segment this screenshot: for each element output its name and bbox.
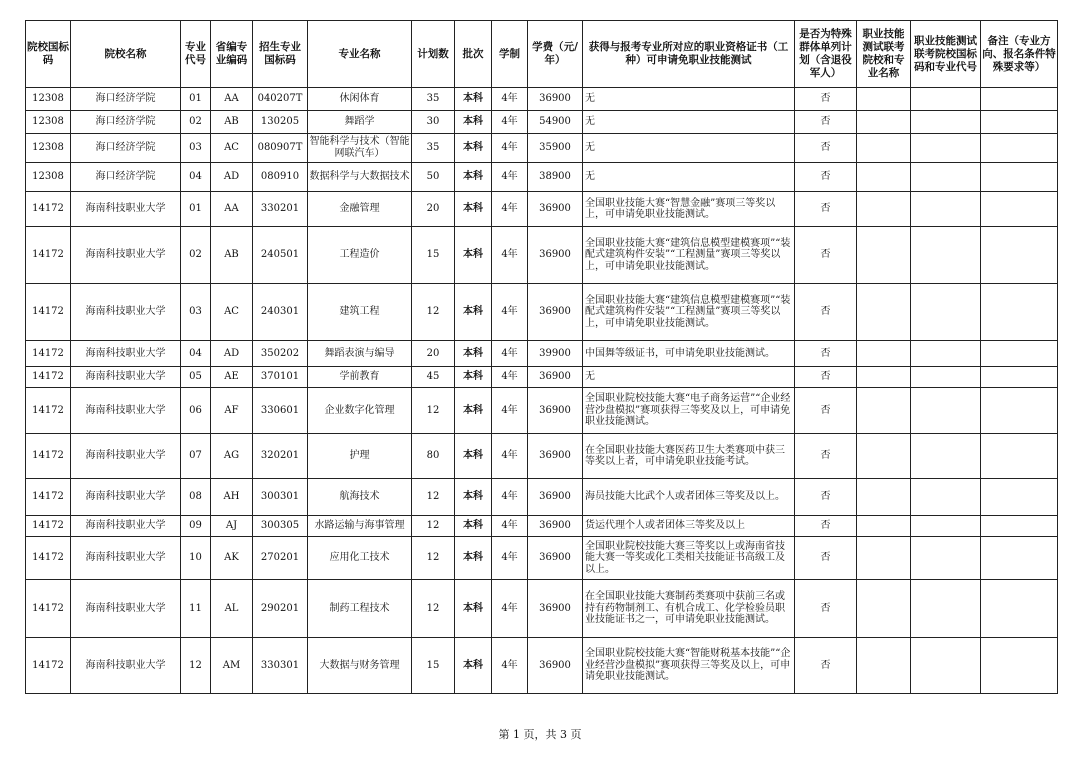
cell-school-name: 海南科技职业大学 <box>71 580 181 638</box>
cell-joint-school <box>857 341 911 367</box>
cell-major-code: 10 <box>181 537 211 580</box>
cell-duration: 4年 <box>492 638 528 694</box>
cell-remarks <box>981 284 1058 341</box>
table-header <box>26 21 1058 88</box>
cell-duration: 4年 <box>492 192 528 227</box>
cell-national-code: 290201 <box>253 580 308 638</box>
cell-certificate: 在全国职业技能大赛制药类赛项中获前三名或持有药物制剂工、有机合成工、化学检验员职业技能证书之一，可申请免职业技能测试。 <box>583 580 795 638</box>
cell-major-name: 舞蹈学 <box>308 111 412 134</box>
cell-tuition: 36900 <box>528 537 583 580</box>
cell-plan: 80 <box>412 434 455 479</box>
cell-school-name: 海口经济学院 <box>71 134 181 163</box>
header-duration: 学制 <box>492 21 528 88</box>
cell-major-code: 06 <box>181 388 211 434</box>
cell-school-code: 14172 <box>26 192 71 227</box>
cell-national-code: 080907T <box>253 134 308 163</box>
cell-school-name: 海南科技职业大学 <box>71 434 181 479</box>
cell-tuition: 38900 <box>528 163 583 192</box>
cell-school-name: 海口经济学院 <box>71 88 181 111</box>
cell-major-code: 02 <box>181 227 211 284</box>
cell-batch: 本科 <box>455 388 492 434</box>
cell-province-code: AG <box>211 434 253 479</box>
cell-special-group: 否 <box>795 192 857 227</box>
cell-province-code: AH <box>211 479 253 516</box>
cell-duration: 4年 <box>492 284 528 341</box>
cell-duration: 4年 <box>492 134 528 163</box>
cell-tuition: 36900 <box>528 227 583 284</box>
cell-school-code: 14172 <box>26 367 71 388</box>
cell-tuition: 36900 <box>528 88 583 111</box>
cell-duration: 4年 <box>492 227 528 284</box>
table-row <box>26 192 1058 227</box>
header-school-name: 院校名称 <box>71 21 181 88</box>
cell-national-code: 320201 <box>253 434 308 479</box>
header-tuition: 学费（元/年） <box>528 21 583 88</box>
cell-major-name: 金融管理 <box>308 192 412 227</box>
cell-major-name: 学前教育 <box>308 367 412 388</box>
cell-school-code: 14172 <box>26 388 71 434</box>
header-plan: 计划数 <box>412 21 455 88</box>
cell-national-code: 370101 <box>253 367 308 388</box>
cell-school-name: 海南科技职业大学 <box>71 388 181 434</box>
cell-certificate: 全国职业院校技能大赛“电子商务运营”“企业经营沙盘模拟”赛项获得三等奖及以上，可申请免职业技能测试。 <box>583 388 795 434</box>
table-row <box>26 638 1058 694</box>
cell-school-name: 海南科技职业大学 <box>71 227 181 284</box>
cell-certificate: 无 <box>583 367 795 388</box>
table-row <box>26 537 1058 580</box>
header-joint-code: 职业技能测试联考院校国标码和专业代号 <box>911 21 981 88</box>
cell-national-code: 270201 <box>253 537 308 580</box>
cell-plan: 12 <box>412 580 455 638</box>
cell-remarks <box>981 388 1058 434</box>
cell-province-code: AA <box>211 88 253 111</box>
header-batch: 批次 <box>455 21 492 88</box>
cell-plan: 12 <box>412 388 455 434</box>
cell-batch: 本科 <box>455 284 492 341</box>
cell-batch: 本科 <box>455 434 492 479</box>
cell-tuition: 36900 <box>528 388 583 434</box>
table-row <box>26 284 1058 341</box>
cell-special-group: 否 <box>795 163 857 192</box>
cell-batch: 本科 <box>455 134 492 163</box>
cell-joint-school <box>857 284 911 341</box>
cell-plan: 12 <box>412 284 455 341</box>
cell-joint-code <box>911 88 981 111</box>
cell-province-code: AM <box>211 638 253 694</box>
cell-special-group: 否 <box>795 638 857 694</box>
cell-province-code: AB <box>211 111 253 134</box>
cell-certificate: 无 <box>583 163 795 192</box>
cell-batch: 本科 <box>455 537 492 580</box>
header-major-name: 专业名称 <box>308 21 412 88</box>
header-special-group: 是否为特殊群体单列计划（含退役军人） <box>795 21 857 88</box>
cell-major-name: 建筑工程 <box>308 284 412 341</box>
cell-school-name: 海南科技职业大学 <box>71 192 181 227</box>
cell-plan: 35 <box>412 134 455 163</box>
cell-plan: 45 <box>412 367 455 388</box>
cell-batch: 本科 <box>455 367 492 388</box>
cell-plan: 20 <box>412 192 455 227</box>
cell-national-code: 330201 <box>253 192 308 227</box>
header-school-code: 院校国标码 <box>26 21 71 88</box>
cell-major-name: 大数据与财务管理 <box>308 638 412 694</box>
cell-joint-code <box>911 516 981 537</box>
cell-joint-school <box>857 227 911 284</box>
cell-plan: 50 <box>412 163 455 192</box>
cell-batch: 本科 <box>455 516 492 537</box>
cell-duration: 4年 <box>492 580 528 638</box>
cell-remarks <box>981 134 1058 163</box>
cell-province-code: AJ <box>211 516 253 537</box>
cell-plan: 15 <box>412 638 455 694</box>
cell-joint-code <box>911 367 981 388</box>
table-row <box>26 434 1058 479</box>
cell-joint-code <box>911 284 981 341</box>
cell-national-code: 350202 <box>253 341 308 367</box>
cell-remarks <box>981 479 1058 516</box>
cell-major-name: 舞蹈表演与编导 <box>308 341 412 367</box>
cell-province-code: AD <box>211 163 253 192</box>
cell-province-code: AD <box>211 341 253 367</box>
table-row <box>26 580 1058 638</box>
cell-province-code: AL <box>211 580 253 638</box>
cell-plan: 12 <box>412 516 455 537</box>
cell-plan: 20 <box>412 341 455 367</box>
cell-major-code: 02 <box>181 111 211 134</box>
cell-remarks <box>981 580 1058 638</box>
cell-joint-school <box>857 388 911 434</box>
cell-school-code: 14172 <box>26 638 71 694</box>
cell-remarks <box>981 516 1058 537</box>
cell-special-group: 否 <box>795 388 857 434</box>
cell-national-code: 330601 <box>253 388 308 434</box>
cell-school-name: 海南科技职业大学 <box>71 638 181 694</box>
cell-certificate: 海员技能大比武个人或者团体三等奖及以上。 <box>583 479 795 516</box>
cell-batch: 本科 <box>455 227 492 284</box>
cell-major-code: 03 <box>181 134 211 163</box>
cell-school-code: 12308 <box>26 88 71 111</box>
cell-certificate: 全国职业技能大赛“智慧金融”赛项三等奖以上，可申请免职业技能测试。 <box>583 192 795 227</box>
cell-remarks <box>981 537 1058 580</box>
cell-certificate: 全国职业技能大赛“建筑信息模型建模赛项”“装配式建筑构件安装”“工程测量”赛项三等奖以上，可申请免职业技能测试。 <box>583 284 795 341</box>
cell-province-code: AE <box>211 367 253 388</box>
cell-national-code: 240501 <box>253 227 308 284</box>
cell-school-code: 14172 <box>26 341 71 367</box>
cell-remarks <box>981 111 1058 134</box>
cell-province-code: AB <box>211 227 253 284</box>
cell-joint-code <box>911 388 981 434</box>
table-row <box>26 163 1058 192</box>
cell-plan: 35 <box>412 88 455 111</box>
header-province-code: 省编专业编码 <box>211 21 253 88</box>
cell-plan: 12 <box>412 537 455 580</box>
cell-plan: 30 <box>412 111 455 134</box>
cell-major-code: 05 <box>181 367 211 388</box>
cell-special-group: 否 <box>795 434 857 479</box>
cell-joint-code <box>911 434 981 479</box>
cell-joint-school <box>857 111 911 134</box>
cell-certificate: 全国职业院校技能大赛三等奖以上或海南省技能大赛一等奖或化工类相关技能证书高级工及以上。 <box>583 537 795 580</box>
cell-plan: 15 <box>412 227 455 284</box>
cell-remarks <box>981 88 1058 111</box>
cell-national-code: 330301 <box>253 638 308 694</box>
cell-major-code: 09 <box>181 516 211 537</box>
cell-province-code: AA <box>211 192 253 227</box>
cell-remarks <box>981 367 1058 388</box>
cell-plan: 12 <box>412 479 455 516</box>
cell-duration: 4年 <box>492 163 528 192</box>
cell-joint-code <box>911 163 981 192</box>
cell-duration: 4年 <box>492 388 528 434</box>
page-footer: 第 1 页，共 3 页 <box>498 728 582 741</box>
table-row <box>26 367 1058 388</box>
cell-batch: 本科 <box>455 111 492 134</box>
cell-school-name: 海南科技职业大学 <box>71 537 181 580</box>
cell-major-name: 工程造价 <box>308 227 412 284</box>
cell-special-group: 否 <box>795 479 857 516</box>
cell-national-code: 040207T <box>253 88 308 111</box>
cell-certificate: 无 <box>583 88 795 111</box>
cell-joint-school <box>857 580 911 638</box>
table-row <box>26 516 1058 537</box>
cell-joint-school <box>857 192 911 227</box>
cell-certificate: 无 <box>583 134 795 163</box>
cell-batch: 本科 <box>455 88 492 111</box>
cell-school-name: 海口经济学院 <box>71 111 181 134</box>
cell-major-code: 04 <box>181 163 211 192</box>
table-body <box>26 88 1058 694</box>
cell-tuition: 54900 <box>528 111 583 134</box>
cell-special-group: 否 <box>795 227 857 284</box>
cell-school-code: 12308 <box>26 134 71 163</box>
cell-major-code: 11 <box>181 580 211 638</box>
cell-batch: 本科 <box>455 479 492 516</box>
cell-special-group: 否 <box>795 134 857 163</box>
cell-school-code: 14172 <box>26 516 71 537</box>
cell-certificate: 无 <box>583 111 795 134</box>
cell-remarks <box>981 227 1058 284</box>
cell-school-name: 海南科技职业大学 <box>71 479 181 516</box>
cell-certificate: 中国舞等级证书，可申请免职业技能测试。 <box>583 341 795 367</box>
cell-remarks <box>981 638 1058 694</box>
cell-national-code: 300305 <box>253 516 308 537</box>
cell-school-code: 12308 <box>26 111 71 134</box>
cell-school-name: 海南科技职业大学 <box>71 284 181 341</box>
cell-major-name: 智能科学与技术（智能网联汽车） <box>308 134 412 163</box>
cell-major-code: 01 <box>181 192 211 227</box>
cell-tuition: 36900 <box>528 192 583 227</box>
cell-joint-code <box>911 638 981 694</box>
header-row <box>26 21 1058 88</box>
cell-joint-school <box>857 638 911 694</box>
cell-joint-code <box>911 580 981 638</box>
cell-major-code: 03 <box>181 284 211 341</box>
cell-duration: 4年 <box>492 516 528 537</box>
table-row <box>26 134 1058 163</box>
cell-joint-school <box>857 537 911 580</box>
cell-tuition: 36900 <box>528 284 583 341</box>
cell-batch: 本科 <box>455 341 492 367</box>
cell-school-name: 海南科技职业大学 <box>71 341 181 367</box>
cell-school-code: 14172 <box>26 537 71 580</box>
cell-major-code: 07 <box>181 434 211 479</box>
cell-joint-code <box>911 537 981 580</box>
header-major-code: 专业代号 <box>181 21 211 88</box>
cell-major-code: 01 <box>181 88 211 111</box>
cell-school-code: 14172 <box>26 580 71 638</box>
cell-special-group: 否 <box>795 284 857 341</box>
cell-major-name: 航海技术 <box>308 479 412 516</box>
cell-duration: 4年 <box>492 434 528 479</box>
cell-duration: 4年 <box>492 367 528 388</box>
cell-joint-code <box>911 192 981 227</box>
cell-tuition: 36900 <box>528 516 583 537</box>
cell-major-name: 休闲体育 <box>308 88 412 111</box>
table-row <box>26 88 1058 111</box>
cell-school-name: 海南科技职业大学 <box>71 367 181 388</box>
cell-school-code: 12308 <box>26 163 71 192</box>
cell-tuition: 36900 <box>528 479 583 516</box>
cell-remarks <box>981 434 1058 479</box>
cell-remarks <box>981 341 1058 367</box>
cell-major-code: 08 <box>181 479 211 516</box>
table-row <box>26 341 1058 367</box>
cell-joint-school <box>857 163 911 192</box>
cell-joint-school <box>857 88 911 111</box>
header-remarks: 备注（专业方向、报名条件特殊要求等） <box>981 21 1058 88</box>
cell-tuition: 35900 <box>528 134 583 163</box>
cell-duration: 4年 <box>492 88 528 111</box>
cell-province-code: AK <box>211 537 253 580</box>
cell-joint-school <box>857 479 911 516</box>
table-row <box>26 227 1058 284</box>
cell-certificate: 货运代理个人或者团体三等奖及以上 <box>583 516 795 537</box>
cell-batch: 本科 <box>455 580 492 638</box>
cell-special-group: 否 <box>795 341 857 367</box>
cell-duration: 4年 <box>492 537 528 580</box>
cell-special-group: 否 <box>795 516 857 537</box>
cell-school-code: 14172 <box>26 479 71 516</box>
admission-plan-table <box>25 20 1058 694</box>
cell-duration: 4年 <box>492 479 528 516</box>
cell-joint-school <box>857 434 911 479</box>
cell-joint-code <box>911 479 981 516</box>
cell-major-name: 水路运输与海事管理 <box>308 516 412 537</box>
cell-batch: 本科 <box>455 163 492 192</box>
cell-major-code: 04 <box>181 341 211 367</box>
cell-tuition: 36900 <box>528 367 583 388</box>
cell-school-name: 海南科技职业大学 <box>71 516 181 537</box>
cell-school-code: 14172 <box>26 227 71 284</box>
cell-tuition: 36900 <box>528 434 583 479</box>
cell-certificate: 全国职业技能大赛“建筑信息模型建模赛项”“装配式建筑构件安装”“工程测量”赛项三等奖以上，可申请免职业技能测试。 <box>583 227 795 284</box>
cell-major-name: 数据科学与大数据技术 <box>308 163 412 192</box>
cell-joint-school <box>857 516 911 537</box>
cell-duration: 4年 <box>492 111 528 134</box>
cell-special-group: 否 <box>795 88 857 111</box>
cell-major-name: 制药工程技术 <box>308 580 412 638</box>
header-certificate: 获得与报考专业所对应的职业资格证书（工种）可申请免职业技能测试 <box>583 21 795 88</box>
cell-special-group: 否 <box>795 111 857 134</box>
cell-school-name: 海口经济学院 <box>71 163 181 192</box>
cell-joint-code <box>911 341 981 367</box>
cell-national-code: 080910 <box>253 163 308 192</box>
cell-certificate: 全国职业院校技能大赛“智能财税基本技能”“企业经营沙盘模拟”赛项获得三等奖及以上，可申请免职业技能测试。 <box>583 638 795 694</box>
cell-major-name: 应用化工技术 <box>308 537 412 580</box>
cell-school-code: 14172 <box>26 284 71 341</box>
cell-school-code: 14172 <box>26 434 71 479</box>
cell-major-code: 12 <box>181 638 211 694</box>
cell-certificate: 在全国职业技能大赛医药卫生大类赛项中获三等奖以上者，可申请免职业技能考试。 <box>583 434 795 479</box>
cell-remarks <box>981 163 1058 192</box>
table-row <box>26 388 1058 434</box>
cell-tuition: 39900 <box>528 341 583 367</box>
cell-tuition: 36900 <box>528 580 583 638</box>
cell-national-code: 300301 <box>253 479 308 516</box>
cell-duration: 4年 <box>492 341 528 367</box>
header-national-code: 招生专业国标码 <box>253 21 308 88</box>
cell-major-name: 企业数字化管理 <box>308 388 412 434</box>
cell-special-group: 否 <box>795 580 857 638</box>
cell-special-group: 否 <box>795 537 857 580</box>
header-joint-school: 职业技能测试联考院校和专业名称 <box>857 21 911 88</box>
cell-national-code: 130205 <box>253 111 308 134</box>
table-row <box>26 479 1058 516</box>
cell-special-group: 否 <box>795 367 857 388</box>
cell-province-code: AC <box>211 284 253 341</box>
cell-batch: 本科 <box>455 192 492 227</box>
cell-joint-code <box>911 227 981 284</box>
cell-joint-code <box>911 111 981 134</box>
cell-joint-code <box>911 134 981 163</box>
cell-batch: 本科 <box>455 638 492 694</box>
cell-joint-school <box>857 134 911 163</box>
cell-major-name: 护理 <box>308 434 412 479</box>
cell-province-code: AF <box>211 388 253 434</box>
cell-joint-school <box>857 367 911 388</box>
table-row <box>26 111 1058 134</box>
cell-remarks <box>981 192 1058 227</box>
cell-national-code: 240301 <box>253 284 308 341</box>
cell-tuition: 36900 <box>528 638 583 694</box>
cell-province-code: AC <box>211 134 253 163</box>
